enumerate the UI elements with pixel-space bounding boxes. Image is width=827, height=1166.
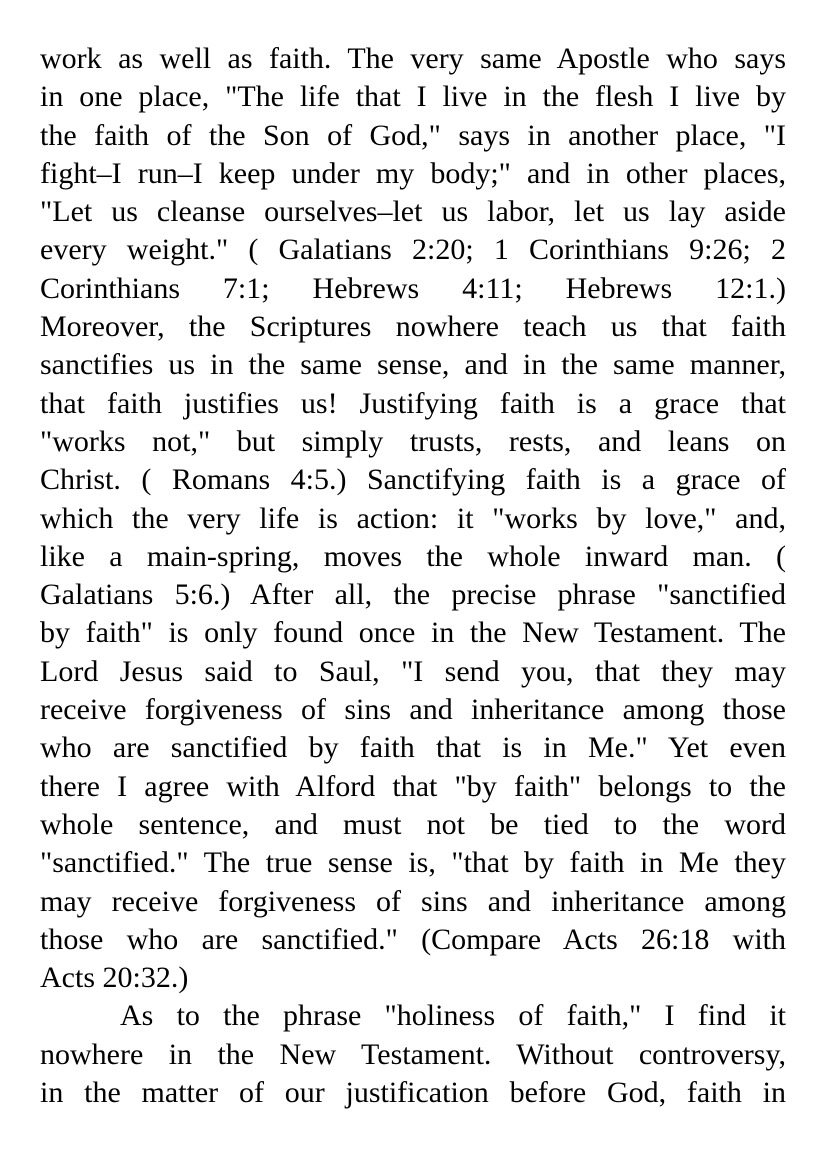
body-text bbox=[40, 40, 786, 1112]
text-line: "works not," but simply trusts, rests, and leans on bbox=[40, 424, 786, 458]
text-line: "Let us cleanse ourselves–let us labor, let us lay aside bbox=[40, 195, 786, 229]
text-line: Lord Jesus said to Saul, "I send you, that they may bbox=[40, 654, 786, 688]
text-line: nowhere in the New Testament. Without controversy, bbox=[40, 1037, 786, 1071]
text-line: Corinthians 7:1; Hebrews 4:11; Hebrews 12:1.) bbox=[40, 271, 786, 305]
text-line: that faith justifies us! Justifying faith is a grace that bbox=[40, 386, 786, 420]
text-line: Moreover, the Scriptures nowhere teach us that faith bbox=[40, 310, 786, 344]
text-line: Acts 20:32.) bbox=[40, 961, 189, 995]
text-line: Galatians 5:6.) After all, the precise phrase "sanctified bbox=[40, 578, 786, 612]
text-line: As to the phrase "holiness of faith," I find it bbox=[120, 999, 786, 1033]
text-line: there I agree with Alford that "by faith" belongs to the bbox=[40, 769, 786, 803]
text-line: work as well as faith. The very same Apostle who says bbox=[40, 42, 786, 75]
text-line: may receive forgiveness of sins and inheritance among bbox=[40, 884, 786, 918]
text-line: in the matter of our justification before God, faith in bbox=[40, 1076, 786, 1110]
text-line: fight–I run–I keep under my body;" and in other places, bbox=[40, 156, 786, 190]
text-line: which the very life is action: it "works by love," and, bbox=[40, 501, 786, 535]
text-line: "sanctified." The true sense is, "that by faith in Me they bbox=[40, 846, 786, 880]
text-line: in one place, "The life that I live in the flesh I live by bbox=[40, 80, 786, 114]
text-line: receive forgiveness of sins and inheritance among those bbox=[40, 693, 786, 727]
text-line: whole sentence, and must not be tied to the word bbox=[40, 807, 786, 841]
text-line: by faith" is only found once in the New Testament. The bbox=[40, 616, 786, 650]
text-line: who are sanctified by faith that is in Me." Yet even bbox=[40, 731, 786, 765]
text-line: every weight." ( Galatians 2:20; 1 Corinthians 9:26; 2 bbox=[40, 233, 786, 267]
text-line: Christ. ( Romans 4:5.) Sanctifying faith is a grace of bbox=[40, 463, 786, 497]
text-line: the faith of the Son of God," says in another place, "I bbox=[40, 118, 786, 152]
text-line: sanctifies us in the same sense, and in the same manner, bbox=[40, 348, 786, 382]
text-line: those who are sanctified." (Compare Acts 26:18 with bbox=[40, 922, 786, 956]
text-line: like a main-spring, moves the whole inward man. ( bbox=[40, 539, 786, 573]
